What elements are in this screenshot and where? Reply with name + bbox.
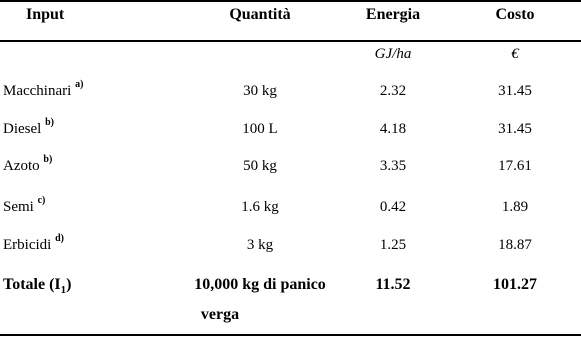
- row-costo: 1.89: [501, 199, 529, 215]
- total-label-sub: 1: [60, 284, 67, 297]
- row-note: c): [37, 195, 46, 206]
- row-energia: 4.18: [379, 121, 407, 137]
- unit-costo: €: [511, 46, 519, 62]
- row-input-label: Azoto: [3, 158, 40, 174]
- row-energia: 0.42: [379, 199, 407, 215]
- row-quantita: 3 kg: [246, 237, 274, 253]
- row-energia: 2.32: [379, 83, 407, 99]
- total-quantita-line1: 10,000 kg di panico: [194, 276, 326, 293]
- header-costo: Costo: [495, 6, 535, 23]
- row-input: [3, 233, 64, 254]
- row-quantita: 100 L: [242, 121, 278, 137]
- header-rule: [0, 40, 581, 42]
- row-input: [3, 154, 53, 175]
- row-quantita: 30 kg: [243, 83, 277, 99]
- top-rule: [0, 0, 581, 2]
- total-label: [3, 276, 72, 297]
- row-input-label: Diesel: [3, 121, 42, 137]
- total-label-text: Totale (I: [3, 276, 61, 293]
- header-input: Input: [26, 6, 65, 23]
- total-costo: 101.27: [493, 276, 537, 293]
- header-energia: Energia: [365, 6, 421, 23]
- row-quantita: 1.6 kg: [241, 199, 279, 215]
- row-note: d): [55, 233, 64, 244]
- bottom-rule: [0, 334, 581, 336]
- row-input: [3, 117, 54, 138]
- row-input-label: Erbicidi: [3, 237, 52, 253]
- row-input-label: Semi: [3, 199, 34, 215]
- header-quantita: Quantità: [229, 6, 291, 23]
- row-input: [3, 79, 84, 100]
- row-energia: 3.35: [379, 158, 407, 174]
- total-energia: 11.52: [375, 276, 411, 293]
- row-costo: 31.45: [498, 83, 532, 99]
- row-costo: 17.61: [498, 158, 532, 174]
- unit-energia: GJ/ha: [374, 46, 412, 62]
- row-input: [3, 195, 46, 216]
- row-note: b): [45, 117, 54, 128]
- row-note: a): [75, 79, 84, 90]
- row-costo: 31.45: [498, 121, 532, 137]
- row-energia: 1.25: [379, 237, 407, 253]
- row-quantita: 50 kg: [243, 158, 277, 174]
- total-label-close: ): [66, 276, 72, 293]
- total-quantita-line2: verga: [200, 306, 240, 323]
- row-costo: 18.87: [498, 237, 532, 253]
- row-input-label: Macchinari: [3, 83, 72, 99]
- row-note: b): [43, 154, 53, 165]
